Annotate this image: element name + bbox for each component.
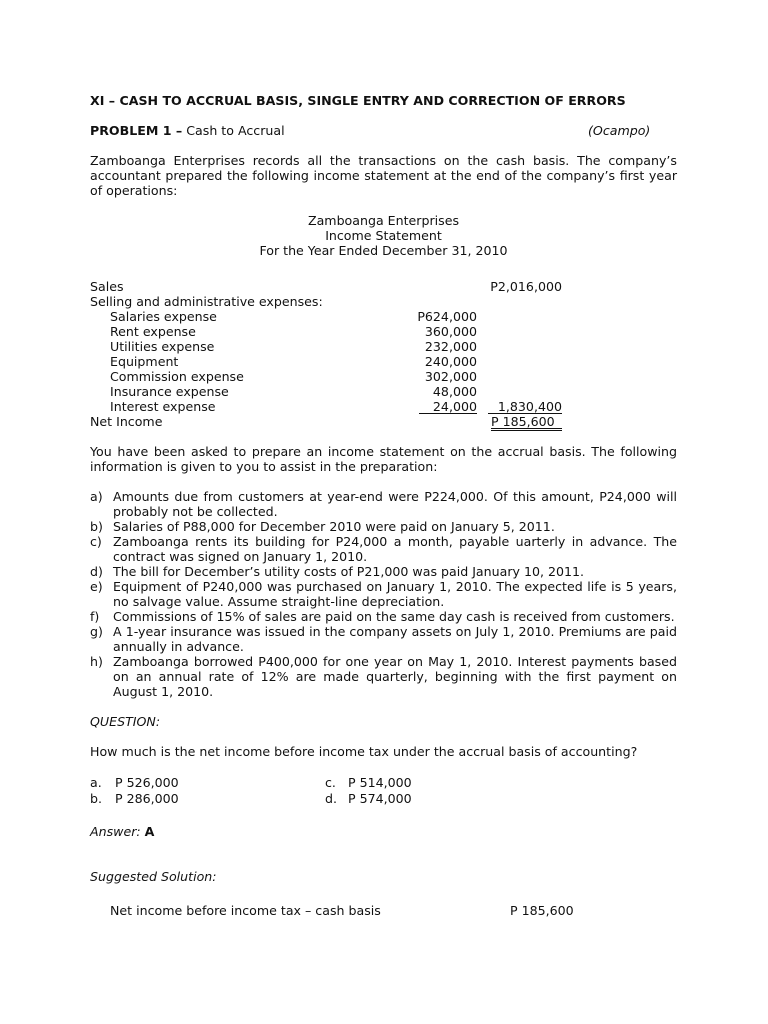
expense-amount: 232,000	[424, 339, 477, 354]
item-text: annually in advance.	[113, 639, 244, 654]
sales-amount: P2,016,000	[490, 279, 562, 294]
net-income-amount: P 185,600	[491, 415, 562, 431]
item-text: Amounts due from customers at year-end were P224,000. Of this amount, P24,000 will	[113, 489, 677, 504]
choice-letter: c.	[325, 775, 336, 790]
expense-label: Insurance expense	[110, 384, 229, 399]
item-letter: b)	[90, 519, 103, 534]
item-text: A 1-year insurance was issued in the company assets on July 1, 2010. Premiums are paid	[113, 624, 677, 639]
expense-label: Interest expense	[110, 399, 216, 414]
solution-row-label: Net income before income tax – cash basis	[110, 903, 381, 918]
item-text: probably not be collected.	[113, 504, 278, 519]
item-letter: e)	[90, 579, 103, 594]
problem-label: PROBLEM 1 –	[90, 123, 183, 138]
intro-line: of operations:	[90, 183, 178, 198]
choice-letter: d.	[325, 791, 337, 806]
expense-label: Commission expense	[110, 369, 244, 384]
problem-heading	[90, 123, 285, 138]
item-text: Equipment of P240,000 was purchased on January 1, 2010. The expected life is 5 years,	[113, 579, 677, 594]
choice-letter: b.	[90, 791, 102, 806]
item-text: August 1, 2010.	[113, 684, 214, 699]
expense-amount: 240,000	[424, 354, 477, 369]
item-letter: h)	[90, 654, 103, 669]
choice-value: P 286,000	[115, 791, 179, 806]
item-letter: a)	[90, 489, 103, 504]
expense-amount: P624,000	[417, 309, 477, 324]
solution-row-amount: P 185,600	[510, 903, 574, 918]
choice-letter: a.	[90, 775, 102, 790]
item-text: Zamboanga borrowed P400,000 for one year on May 1, 2010. Interest payments based	[113, 654, 677, 669]
chapter-title: XI – CASH TO ACCRUAL BASIS, SINGLE ENTRY AND CORRECTION OF ERRORS	[90, 93, 626, 108]
net-income-label: Net Income	[90, 414, 163, 429]
intro-line: accountant prepared the following income statement at the end of the company’s first year	[90, 168, 677, 183]
problem-source: (Ocampo)	[588, 123, 651, 138]
item-text: Salaries of P88,000 for December 2010 were paid on January 5, 2011.	[113, 519, 555, 534]
item-letter: d)	[90, 564, 103, 579]
problem-name: Cash to Accrual	[186, 123, 285, 138]
choice-value: P 574,000	[348, 791, 412, 806]
expense-amount: 360,000	[424, 324, 477, 339]
choice-value: P 514,000	[348, 775, 412, 790]
expense-amount: 48,000	[432, 384, 477, 399]
expenses-heading: Selling and administrative expenses:	[90, 294, 323, 309]
expense-label: Equipment	[110, 354, 179, 369]
item-text: on an annual rate of 12% are made quarterly, beginning with the first payment on	[113, 669, 677, 684]
statement-period: For the Year Ended December 31, 2010	[259, 243, 508, 258]
solution-label: Suggested Solution:	[90, 869, 217, 884]
expense-label: Rent expense	[110, 324, 196, 339]
statement-title: Income Statement	[325, 228, 442, 243]
expense-label: Utilities expense	[110, 339, 215, 354]
answer-label: Answer:	[90, 824, 141, 839]
item-text: Commissions of 15% of sales are paid on the same day cash is received from customers.	[113, 609, 675, 624]
expense-amount: 24,000	[419, 400, 477, 414]
answer-line	[90, 824, 154, 839]
task-line: information is given to you to assist in the preparation:	[90, 459, 438, 474]
question-label: QUESTION:	[90, 714, 161, 729]
question-text: How much is the net income before income tax under the accrual basis of accounting?	[90, 744, 638, 759]
task-line: You have been asked to prepare an income statement on the accrual basis. The following	[90, 444, 677, 459]
item-letter: c)	[90, 534, 102, 549]
choice-value: P 526,000	[115, 775, 179, 790]
item-text: contract was signed on January 1, 2010.	[113, 549, 368, 564]
item-letter: f)	[90, 609, 100, 624]
answer-value: A	[144, 824, 155, 839]
expense-label: Salaries expense	[110, 309, 217, 324]
item-text: no salvage value. Assume straight-line depreciation.	[113, 594, 445, 609]
item-letter: g)	[90, 624, 103, 639]
sales-label: Sales	[90, 279, 124, 294]
item-text: The bill for December’s utility costs of P21,000 was paid January 10, 2011.	[113, 564, 585, 579]
total-expenses: 1,830,400	[488, 400, 562, 414]
intro-line: Zamboanga Enterprises records all the transactions on the cash basis. The company’s	[90, 153, 677, 168]
expense-amount: 302,000	[424, 369, 477, 384]
item-text: Zamboanga rents its building for P24,000 a month, payable uarterly in advance. The	[113, 534, 677, 549]
statement-company: Zamboanga Enterprises	[307, 213, 460, 228]
